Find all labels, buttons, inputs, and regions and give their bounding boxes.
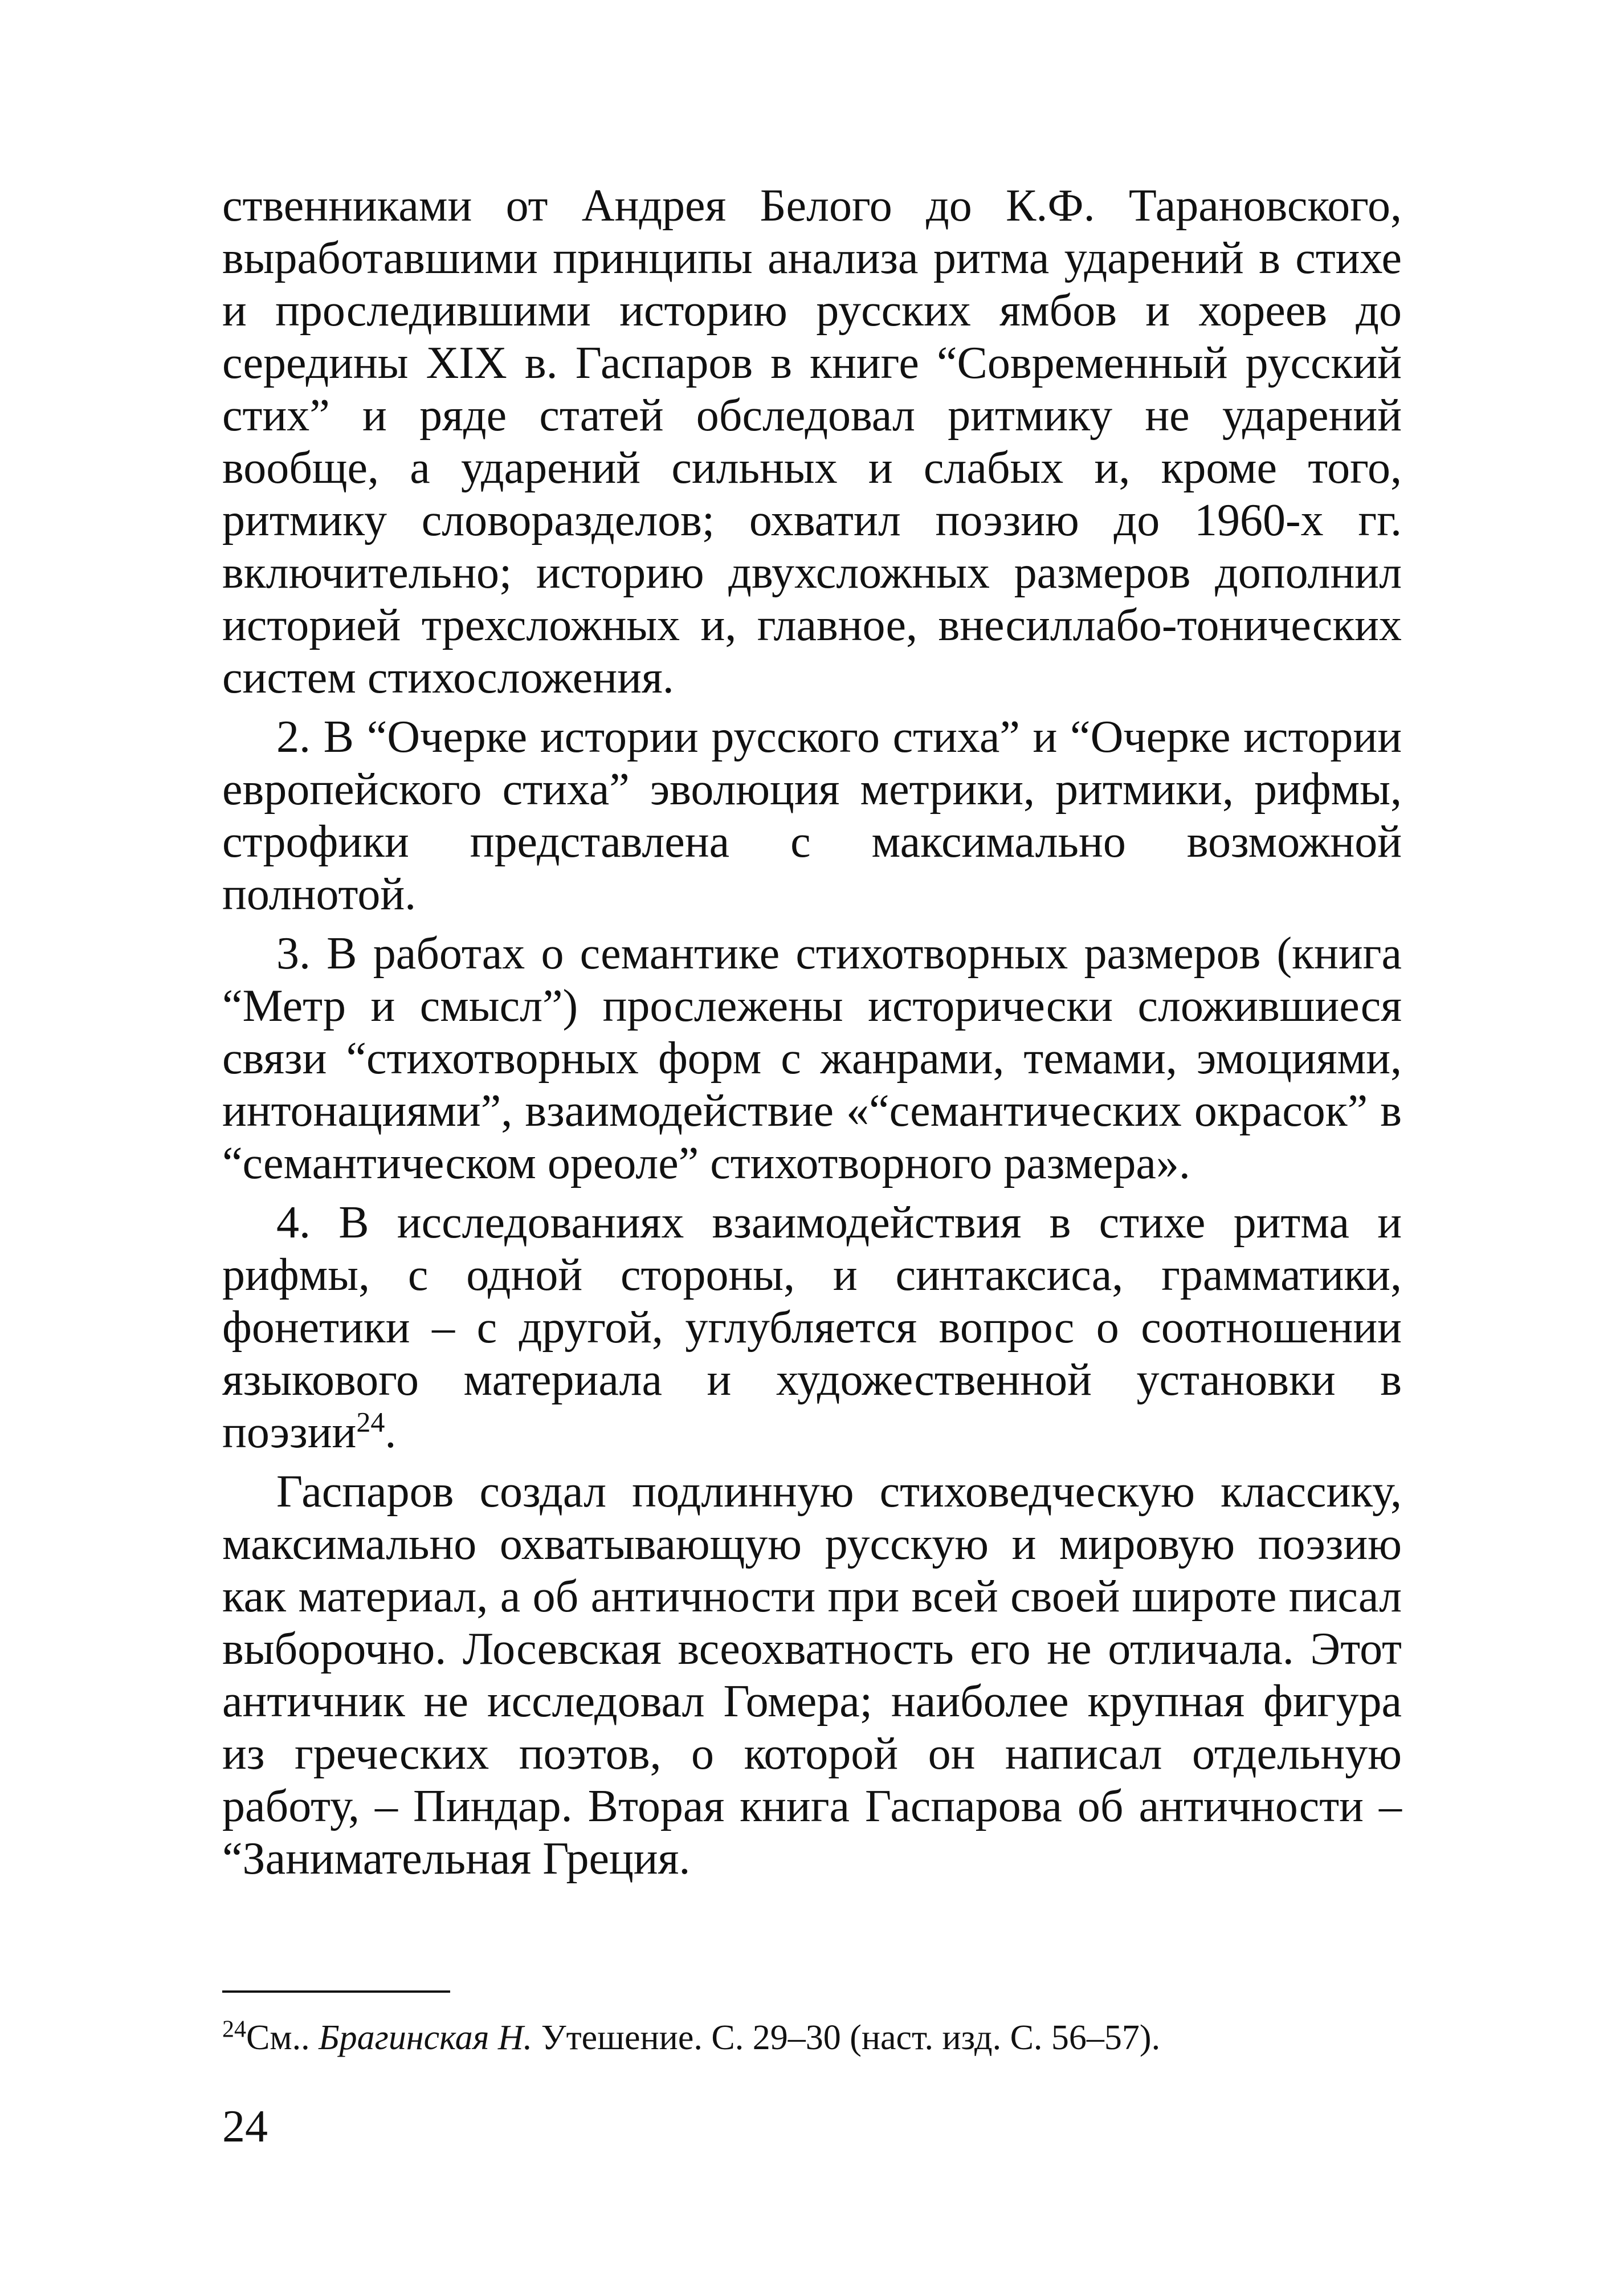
paragraph-item-3: 3. В работах о семантике стихотворных размеров (книга “Метр и смысл”) прослежены исторически сложившиеся связи “стихотворных форм с жанрами, темами, эмоциями, интонациями”, взаимодействие «“семантических окрасок” в “семантическом ореоле” стихотворного размера». [222,929,1402,1188]
footnote-reference[interactable]: 24 [356,1406,385,1438]
paragraph-item-4-end: . [385,1407,397,1457]
paragraph-item-2: 2. В “Очерке истории русского стиха” и “Очерке истории европейского стиха” эволюция метрики, ритмики, рифмы, строфики представлена с максимально возможной полнотой. [222,712,1402,919]
paragraph-item-4-text: 4. В исследованиях взаимодействия в стихе ритма и рифмы, с одной стороны, и синтаксиса, грамматики, фонетики – с другой, углубляется вопрос о соотношении языкового материала и художественной установки в поэзии [222,1198,1402,1457]
page-number: 24 [222,2102,268,2152]
footnote-marker: 24 [222,2016,246,2043]
footnote-author: Брагинская Н. [319,2018,533,2057]
paragraph-continuation: ственниками от Андрея Белого до К.Ф. Тарановского, выработавшими принципы анализа ритма ударений в стихе и проследившими историю русских ямбов и хореев до середины XIX в. Гаспаров в книге “Современный русский стих” и ряде статей обследовал ритмику не ударений вообще, а ударений сильных и слабых и, кроме того, ритмику словоразделов; охватил поэзию до 1960-х гг. включительно; историю двухсложных размеров дополнил историей трехсложных и, главное, внесиллабо-тонических систем стихосложения. [222,181,1402,703]
paragraph-item-4 [222,1196,1402,1459]
paragraph-summary: Гаспаров создал подлинную стиховедческую классику, максимально охватывающую русскую и мировую поэзию как материал, а об античности при всей своей широте писал выборочно. Лосевская всеохватность его не отличала. Этот античник не исследовал Гомера; наиболее крупная фигура из греческих поэтов, о которой он написал отдельную работу, – Пиндар. Вторая книга Гаспарова об античности – “Занимательная Греция. [222,1467,1402,1884]
footnote-citation: Утешение. С. 29–30 (наст. изд. С. 56–57). [532,2018,1161,2057]
footnote-divider [222,1990,450,1993]
footnote-prefix: См.. [246,2018,319,2057]
footnote [222,2015,1402,2061]
main-text [222,180,1402,1885]
